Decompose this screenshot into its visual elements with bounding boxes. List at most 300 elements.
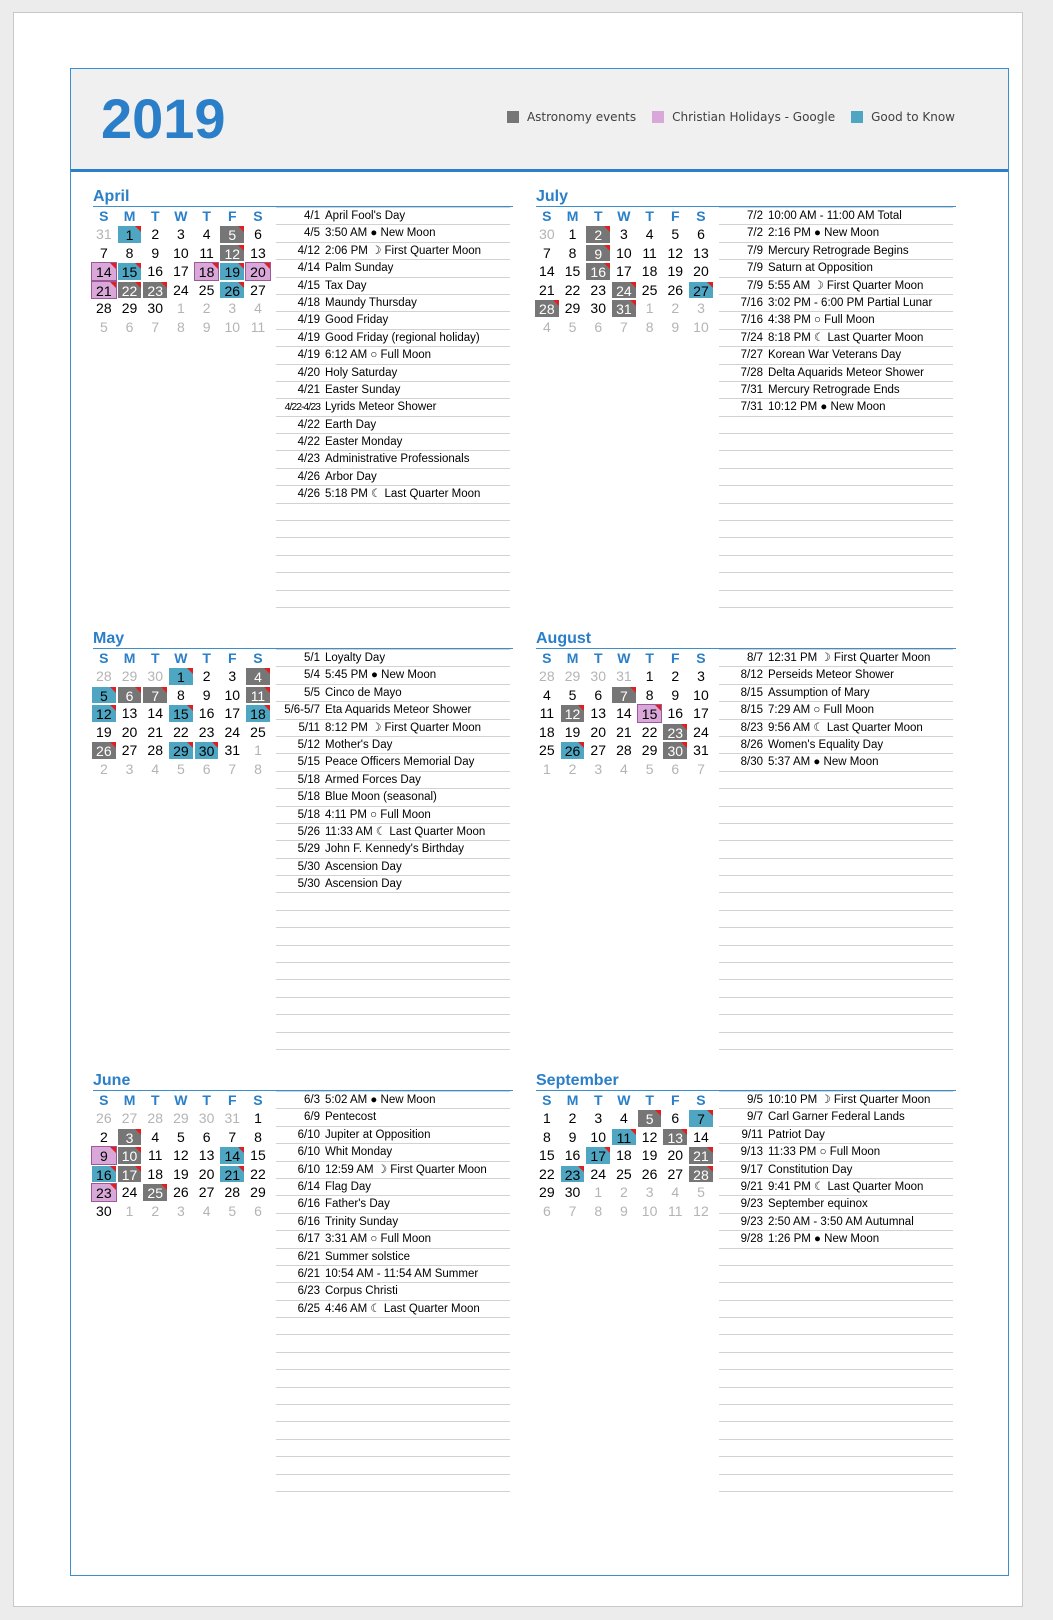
weekday-header: T: [202, 208, 211, 224]
event-date: [719, 538, 768, 554]
day-cell[interactable]: 24: [224, 723, 241, 740]
day-cell[interactable]: 21: [91, 281, 117, 300]
day-cell[interactable]: 21: [539, 281, 555, 298]
day-cell[interactable]: 31: [693, 742, 709, 758]
day-cell[interactable]: 7: [568, 1202, 577, 1219]
legend-christian: [652, 110, 835, 124]
day-cell[interactable]: 3: [645, 1184, 654, 1200]
day-cell[interactable]: 22: [539, 1165, 555, 1182]
day-cell[interactable]: 17: [173, 263, 189, 279]
week-row: [534, 704, 714, 723]
day-cell[interactable]: 15: [250, 1147, 266, 1163]
day-cell[interactable]: 26: [96, 1110, 112, 1126]
day-cell[interactable]: 2: [99, 1128, 108, 1145]
day-cell[interactable]: 23: [662, 723, 688, 742]
day-cell[interactable]: 2: [620, 1184, 628, 1200]
day-cell[interactable]: 4: [620, 760, 628, 777]
day-cell[interactable]: 7: [542, 244, 551, 261]
day-cell[interactable]: 23: [590, 281, 606, 298]
day-cell[interactable]: 14: [91, 262, 117, 281]
day-cell[interactable]: 3: [228, 300, 237, 316]
day-cell[interactable]: 6: [125, 318, 134, 335]
day-cell[interactable]: 4: [542, 686, 551, 703]
day-cell[interactable]: 17: [117, 1165, 143, 1184]
day-cell[interactable]: 11: [245, 686, 271, 705]
event-date: 5/30: [297, 860, 320, 873]
day-cell[interactable]: 11: [539, 705, 555, 721]
day-cell[interactable]: 3: [697, 668, 705, 684]
event-text: [768, 1283, 953, 1299]
day-cell[interactable]: 6: [117, 686, 143, 705]
day-cell[interactable]: 12: [667, 244, 684, 261]
event-text: [768, 1422, 953, 1438]
event-text: [768, 1249, 953, 1265]
day-cell[interactable]: 17: [616, 263, 632, 279]
event-date: [719, 893, 768, 909]
day-cell[interactable]: 4: [620, 1110, 628, 1126]
day-cell[interactable]: 29: [168, 741, 194, 760]
event-date: [276, 1353, 325, 1369]
event-date: 4/21: [297, 383, 320, 396]
day-cell[interactable]: 30: [194, 741, 220, 760]
day-cell[interactable]: 2: [202, 300, 211, 316]
weekday-header: W: [617, 650, 631, 666]
day-cell[interactable]: 11: [199, 244, 214, 261]
day-cell[interactable]: 16: [198, 705, 215, 721]
day-cell[interactable]: 12: [560, 704, 586, 723]
day-cell[interactable]: 10: [693, 318, 709, 335]
day-cell[interactable]: 9: [568, 1128, 577, 1145]
day-cell[interactable]: 21: [688, 1146, 714, 1165]
event-date: 7/9: [747, 262, 763, 275]
day-cell[interactable]: 4: [151, 1128, 160, 1145]
month-april: [71, 187, 501, 627]
day-cell[interactable]: 7: [99, 244, 108, 261]
day-cell[interactable]: 18: [194, 262, 220, 281]
day-cell[interactable]: 26: [219, 281, 245, 300]
day-cell[interactable]: 3: [117, 1128, 143, 1147]
day-cell[interactable]: 5: [177, 760, 185, 777]
event-text: [768, 807, 953, 823]
week-row: [91, 1128, 271, 1147]
week-row: [91, 686, 271, 705]
day-cell[interactable]: 5: [99, 318, 108, 335]
day-cell[interactable]: 13: [590, 705, 606, 721]
day-cell[interactable]: 7: [142, 686, 168, 705]
day-cell[interactable]: 25: [539, 742, 555, 758]
day-cell[interactable]: 10: [224, 686, 241, 703]
day-cell[interactable]: 10: [173, 244, 189, 261]
day-cell[interactable]: 16: [585, 262, 611, 281]
day-cell[interactable]: 2: [202, 668, 211, 684]
day-cell[interactable]: 22: [117, 281, 143, 300]
day-cell[interactable]: 28: [96, 300, 112, 316]
event-row: [276, 667, 510, 684]
day-cell[interactable]: 5: [219, 225, 245, 244]
event-row: [276, 573, 510, 590]
day-cell[interactable]: 12: [219, 244, 245, 263]
day-cell[interactable]: 24: [693, 723, 709, 740]
day-cell[interactable]: 4: [202, 1202, 211, 1219]
day-cell[interactable]: 10: [224, 318, 241, 335]
day-cell[interactable]: 27: [667, 1165, 684, 1182]
day-cell[interactable]: 4: [151, 760, 160, 777]
day-cell[interactable]: 19: [173, 1165, 189, 1182]
day-cell[interactable]: 29: [121, 668, 138, 684]
day-cell[interactable]: 11: [147, 1147, 163, 1163]
day-cell[interactable]: 29: [641, 742, 658, 758]
day-cell[interactable]: 1: [645, 668, 654, 684]
day-cell[interactable]: 9: [91, 1146, 117, 1165]
day-cell[interactable]: 5: [637, 1109, 663, 1128]
day-cell[interactable]: 23: [560, 1165, 586, 1184]
day-cell[interactable]: 2: [151, 226, 160, 242]
day-cell[interactable]: 16: [667, 705, 684, 721]
day-cell[interactable]: 13: [250, 244, 266, 261]
day-cell[interactable]: 31: [616, 668, 632, 684]
day-cell[interactable]: 6: [671, 760, 680, 777]
day-cell[interactable]: 6: [697, 226, 705, 242]
day-cell[interactable]: 25: [616, 1165, 632, 1182]
day-cell[interactable]: 11: [250, 318, 266, 335]
day-cell[interactable]: 29: [121, 300, 138, 316]
day-cell[interactable]: 1: [117, 225, 143, 244]
day-cell[interactable]: 4: [671, 1184, 680, 1200]
day-cell[interactable]: 26: [560, 741, 586, 760]
day-cell[interactable]: 31: [224, 742, 241, 758]
day-cell[interactable]: 13: [693, 244, 709, 261]
day-cell[interactable]: 8: [594, 1202, 603, 1219]
day-cell[interactable]: 5: [177, 1128, 185, 1145]
day-cell[interactable]: 13: [662, 1128, 688, 1147]
day-cell[interactable]: 11: [668, 1202, 683, 1219]
event-row: [719, 486, 953, 503]
day-cell[interactable]: 3: [228, 668, 237, 684]
year-title: 2019: [101, 87, 226, 150]
day-cell[interactable]: 6: [202, 760, 211, 777]
event-row: [276, 1214, 510, 1231]
day-cell[interactable]: 18: [616, 1147, 632, 1163]
day-cell[interactable]: 27: [250, 281, 266, 298]
day-cell[interactable]: 10: [117, 1146, 143, 1165]
week-row: [534, 1146, 714, 1165]
day-cell[interactable]: 1: [168, 667, 194, 686]
day-cell[interactable]: 6: [542, 1202, 551, 1219]
day-cell[interactable]: 29: [539, 1184, 555, 1200]
day-cell[interactable]: 8: [125, 244, 134, 261]
day-cell[interactable]: 16: [564, 1147, 581, 1163]
day-cell[interactable]: 13: [121, 705, 138, 721]
day-cell[interactable]: 1: [254, 1110, 262, 1126]
day-cell[interactable]: 10: [641, 1202, 658, 1219]
day-cell[interactable]: 12: [91, 704, 117, 723]
day-cell[interactable]: 12: [173, 1147, 189, 1163]
day-cell[interactable]: 24: [173, 281, 189, 298]
day-cell[interactable]: 25: [198, 281, 215, 298]
day-cell[interactable]: 11: [642, 244, 657, 261]
day-cell[interactable]: 6: [254, 1202, 262, 1219]
day-cell[interactable]: 23: [142, 281, 168, 300]
day-cell[interactable]: 31: [224, 1110, 241, 1126]
event-date: 7/27: [740, 349, 763, 362]
event-text: [325, 504, 510, 520]
day-cell[interactable]: 24: [590, 1165, 606, 1182]
day-cell[interactable]: 21: [616, 723, 632, 740]
day-cell[interactable]: 5: [697, 1184, 705, 1200]
event-text: Blue Moon (seasonal): [325, 791, 437, 804]
day-cell[interactable]: 1: [125, 1202, 134, 1219]
day-cell[interactable]: 9: [620, 1202, 628, 1219]
day-cell[interactable]: 24: [121, 1184, 138, 1200]
day-cell[interactable]: 8: [177, 318, 185, 335]
day-cell[interactable]: 14: [539, 263, 555, 279]
day-cell[interactable]: 27: [121, 1110, 138, 1126]
day-cell[interactable]: 8: [568, 244, 577, 261]
day-cell[interactable]: 7: [228, 760, 237, 777]
day-cell[interactable]: 20: [245, 262, 271, 281]
day-cell[interactable]: 26: [91, 741, 117, 760]
day-cell[interactable]: 1: [594, 1184, 603, 1200]
day-cell[interactable]: 26: [641, 1165, 658, 1182]
day-cell[interactable]: 20: [198, 1165, 215, 1182]
day-cell[interactable]: 5: [91, 686, 117, 705]
day-cell[interactable]: 30: [564, 1184, 581, 1200]
day-cell[interactable]: 30: [590, 300, 606, 316]
day-cell[interactable]: 11: [611, 1128, 637, 1147]
day-cell[interactable]: 6: [594, 686, 603, 703]
day-cell[interactable]: 3: [125, 760, 134, 777]
day-cell[interactable]: 22: [564, 281, 581, 298]
day-cell[interactable]: 7: [688, 1109, 714, 1128]
day-cell[interactable]: 29: [250, 1184, 266, 1200]
day-cell[interactable]: 7: [620, 318, 628, 335]
day-cell[interactable]: 16: [91, 1165, 117, 1184]
day-cell[interactable]: 19: [667, 263, 684, 279]
day-cell[interactable]: 15: [117, 262, 143, 281]
day-cell[interactable]: 9: [151, 244, 160, 261]
day-cell[interactable]: 14: [616, 705, 632, 721]
day-cell[interactable]: 6: [594, 318, 603, 335]
event-text: [768, 1301, 953, 1317]
day-cell[interactable]: 7: [151, 318, 160, 335]
day-cell[interactable]: 30: [590, 668, 606, 684]
day-cell[interactable]: 8: [177, 686, 185, 703]
day-cell[interactable]: 2: [585, 225, 611, 244]
week-row: [534, 299, 714, 318]
day-cell[interactable]: 27: [688, 281, 714, 300]
day-cell[interactable]: 3: [594, 1110, 603, 1126]
day-cell[interactable]: 15: [539, 1147, 555, 1163]
event-row: [719, 382, 953, 399]
day-cell[interactable]: 29: [564, 668, 581, 684]
day-cell[interactable]: 9: [671, 318, 680, 335]
day-cell[interactable]: 30: [96, 1202, 112, 1219]
day-cell[interactable]: 12: [641, 1128, 658, 1145]
day-cell[interactable]: 31: [611, 299, 637, 318]
day-cell[interactable]: 1: [568, 226, 577, 242]
day-cell[interactable]: 8: [645, 318, 654, 335]
day-cell[interactable]: 28: [96, 668, 112, 684]
day-cell[interactable]: 9: [585, 244, 611, 263]
day-cell[interactable]: 8: [542, 1128, 551, 1145]
event-row: [276, 1353, 510, 1370]
day-cell[interactable]: 27: [590, 742, 606, 758]
day-cell[interactable]: 23: [198, 723, 215, 740]
day-cell[interactable]: 8: [254, 760, 262, 777]
day-cell[interactable]: 28: [688, 1165, 714, 1184]
event-row: [719, 347, 953, 364]
day-cell[interactable]: 4: [254, 300, 262, 316]
day-cell[interactable]: 14: [693, 1128, 709, 1145]
event-date: 6/10: [297, 1146, 320, 1159]
event-text: [768, 1353, 953, 1369]
day-cell[interactable]: 4: [245, 667, 271, 686]
event-row: [719, 1144, 953, 1161]
day-cell[interactable]: 7: [228, 1128, 237, 1145]
day-cell[interactable]: 10: [616, 244, 632, 261]
day-cell[interactable]: 18: [539, 723, 555, 740]
day-cell[interactable]: 28: [616, 742, 632, 758]
day-cell[interactable]: 4: [645, 226, 654, 242]
day-cell[interactable]: 9: [202, 318, 211, 335]
day-cell[interactable]: 9: [671, 686, 680, 703]
day-cell[interactable]: 17: [693, 705, 709, 721]
day-cell[interactable]: 21: [147, 723, 163, 740]
day-cell[interactable]: 14: [219, 1146, 245, 1165]
event-date: 6/25: [297, 1302, 320, 1315]
day-cell[interactable]: 27: [198, 1184, 215, 1200]
day-cell[interactable]: 12: [693, 1202, 709, 1219]
day-cell[interactable]: 3: [620, 226, 628, 242]
event-text: Good Friday: [325, 314, 389, 327]
event-date: 4/19: [297, 349, 320, 362]
event-text: [768, 591, 953, 607]
day-cell[interactable]: 18: [147, 1165, 163, 1182]
day-cell[interactable]: 22: [641, 723, 658, 740]
day-cell[interactable]: 16: [147, 263, 163, 279]
day-cell[interactable]: 29: [173, 1110, 189, 1126]
day-cell[interactable]: 28: [147, 1110, 163, 1126]
day-cell[interactable]: 19: [641, 1147, 658, 1163]
day-cell[interactable]: 5: [568, 686, 577, 703]
event-date: [276, 556, 325, 572]
day-cell[interactable]: 7: [611, 686, 637, 705]
day-cell[interactable]: 25: [641, 281, 658, 298]
day-cell[interactable]: 2: [671, 300, 680, 316]
event-row: [276, 417, 510, 434]
day-cell[interactable]: 25: [250, 723, 266, 740]
day-cell[interactable]: 5: [645, 760, 654, 777]
day-cell[interactable]: 20: [693, 263, 709, 279]
day-cell[interactable]: 15: [637, 704, 663, 723]
day-cell[interactable]: 13: [198, 1147, 215, 1163]
day-cell[interactable]: 5: [671, 226, 680, 242]
day-cell[interactable]: 2: [671, 668, 680, 684]
day-cell[interactable]: 28: [539, 668, 555, 684]
day-cell[interactable]: 18: [641, 263, 658, 279]
day-cell[interactable]: 2: [568, 1110, 577, 1126]
day-cell[interactable]: 7: [697, 760, 705, 777]
day-cell[interactable]: 28: [224, 1184, 241, 1200]
event-date: 5/15: [297, 756, 320, 769]
day-cell[interactable]: 3: [697, 300, 705, 316]
day-cell[interactable]: 15: [168, 704, 194, 723]
day-cell[interactable]: 22: [173, 723, 189, 740]
day-cell[interactable]: 15: [564, 263, 581, 279]
day-cell[interactable]: 18: [245, 704, 271, 723]
day-cell[interactable]: 9: [202, 686, 211, 703]
day-cell[interactable]: 21: [219, 1165, 245, 1184]
day-cell[interactable]: 6: [254, 226, 262, 242]
day-cell[interactable]: 17: [585, 1146, 611, 1165]
day-cell[interactable]: 25: [142, 1183, 168, 1202]
day-cell[interactable]: 6: [202, 1128, 211, 1145]
day-cell[interactable]: 17: [224, 705, 241, 721]
day-cell[interactable]: 28: [534, 299, 560, 318]
day-cell[interactable]: 30: [198, 1110, 215, 1126]
day-cell[interactable]: 3: [177, 1202, 185, 1219]
day-cell[interactable]: 19: [564, 723, 581, 740]
day-cell[interactable]: 3: [594, 760, 603, 777]
day-cell[interactable]: 26: [173, 1184, 189, 1200]
day-cell[interactable]: 3: [177, 226, 185, 242]
day-cell[interactable]: 30: [147, 300, 163, 316]
day-cell[interactable]: 1: [254, 742, 262, 758]
day-cell[interactable]: 1: [542, 760, 551, 777]
day-cell[interactable]: 23: [91, 1183, 117, 1202]
day-cell[interactable]: 2: [568, 760, 577, 777]
day-cell[interactable]: 30: [539, 226, 555, 242]
day-cell[interactable]: 2: [151, 1202, 160, 1219]
day-cell[interactable]: 20: [121, 723, 138, 740]
day-cell[interactable]: 19: [219, 262, 245, 281]
day-cell[interactable]: 1: [177, 300, 185, 316]
day-cell[interactable]: 30: [147, 668, 163, 684]
day-cell[interactable]: 19: [96, 723, 112, 740]
day-cell[interactable]: 27: [121, 742, 138, 758]
day-cell[interactable]: 4: [202, 226, 211, 242]
event-row: [276, 824, 510, 841]
day-cell[interactable]: 20: [590, 723, 606, 740]
day-cell[interactable]: 5: [568, 318, 577, 335]
event-row: [719, 1033, 953, 1050]
day-cell[interactable]: 28: [147, 742, 163, 758]
day-cell[interactable]: 26: [667, 281, 684, 298]
day-cell[interactable]: 14: [147, 705, 163, 721]
day-cell[interactable]: 20: [667, 1147, 684, 1163]
day-cell[interactable]: 22: [250, 1165, 266, 1182]
day-cell[interactable]: 6: [671, 1110, 680, 1126]
day-cell[interactable]: 1: [542, 1110, 551, 1126]
event-text: Cinco de Mayo: [325, 686, 402, 699]
day-cell[interactable]: 29: [564, 300, 581, 316]
event-row: [276, 1440, 510, 1457]
day-cell[interactable]: 4: [542, 318, 551, 335]
day-cell[interactable]: 5: [228, 1202, 237, 1219]
day-cell[interactable]: 2: [99, 760, 108, 777]
day-cell[interactable]: 10: [693, 686, 709, 703]
day-cell[interactable]: 10: [590, 1128, 606, 1145]
event-row: [276, 754, 510, 771]
day-cell[interactable]: 8: [645, 686, 654, 703]
event-row: [276, 649, 510, 667]
day-cell[interactable]: 30: [662, 741, 688, 760]
day-cell[interactable]: 8: [254, 1128, 262, 1145]
day-cell[interactable]: 24: [611, 281, 637, 300]
event-text: [768, 1405, 953, 1421]
day-cell[interactable]: 1: [645, 300, 654, 316]
day-cell[interactable]: 31: [96, 226, 112, 242]
